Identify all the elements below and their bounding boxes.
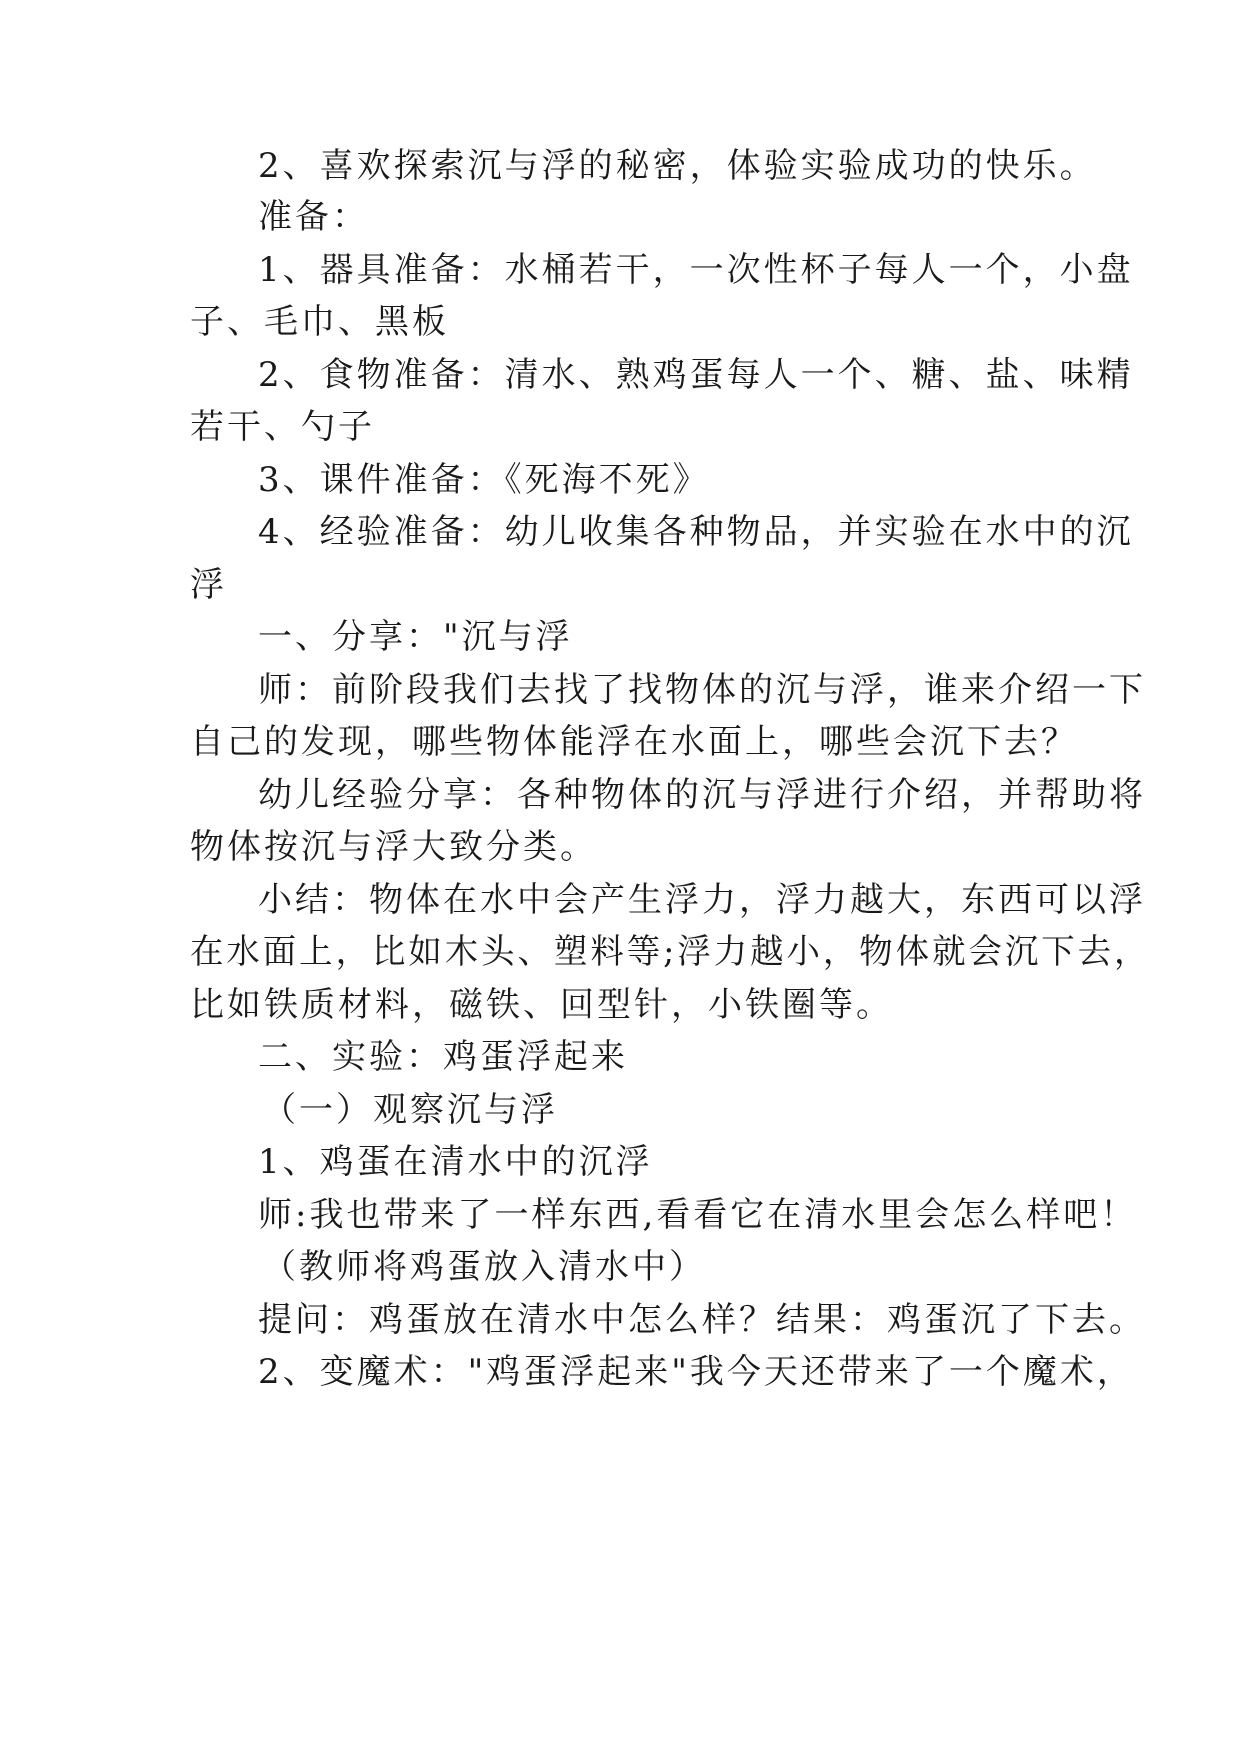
paragraph-line: 1、鸡蛋在清水中的沉浮 [258,1142,653,1182]
paragraph-line: 提问：鸡蛋放在清水中怎么样？结果：鸡蛋沉了下去。 [258,1300,1146,1340]
paragraph-line: 3、课件准备：《死海不死》 [258,460,710,500]
section-heading: 准备： [258,197,369,237]
paragraph-line: 1、器具准备：水桶若干，一次性杯子每人一个，小盘 [258,250,1134,290]
paragraph-line: 比如铁质材料，磁铁、回型针，小铁圈等。 [190,985,893,1025]
paragraph-line: 师:我也带来了一样东西,看看它在清水里会怎么样吧！ [258,1195,1138,1235]
paragraph-line: 小结：物体在水中会产生浮力，浮力越大，东西可以浮 [258,880,1146,920]
paragraph-line: 师：前阶段我们去找了找物体的沉与浮，谁来介绍一下 [258,670,1146,710]
paragraph-line: 4、经验准备：幼儿收集各种物品，并实验在水中的沉 [258,512,1134,552]
paragraph-line: 2、喜欢探索沉与浮的秘密，体验实验成功的快乐。 [258,146,1097,186]
paragraph-line: 2、变魔术："鸡蛋浮起来"我今天还带来了一个魔术， [258,1352,1134,1392]
paragraph-line: 2、食物准备：清水、熟鸡蛋每人一个、糖、盐、味精 [258,355,1134,395]
paragraph-line: 浮 [190,565,227,605]
section-heading: 一、分享："沉与浮 [258,617,573,657]
paragraph-line: 幼儿经验分享：各种物体的沉与浮进行介绍，并帮助将 [258,775,1146,815]
paragraph-line: 自己的发现，哪些物体能浮在水面上，哪些会沉下去？ [190,722,1078,762]
paragraph-line: 子、毛巾、黑板 [190,302,449,342]
subsection-heading: （一）观察沉与浮 [262,1090,558,1130]
paragraph-line: 物体按沉与浮大致分类。 [190,827,597,867]
paragraph-line: 在水面上，比如木头、塑料等;浮力越小，物体就会沉下去， [190,932,1151,972]
paragraph-line: 若干、勺子 [190,407,375,447]
paragraph-line: （教师将鸡蛋放入清水中） [262,1247,706,1287]
section-heading: 二、实验：鸡蛋浮起来 [258,1037,628,1077]
